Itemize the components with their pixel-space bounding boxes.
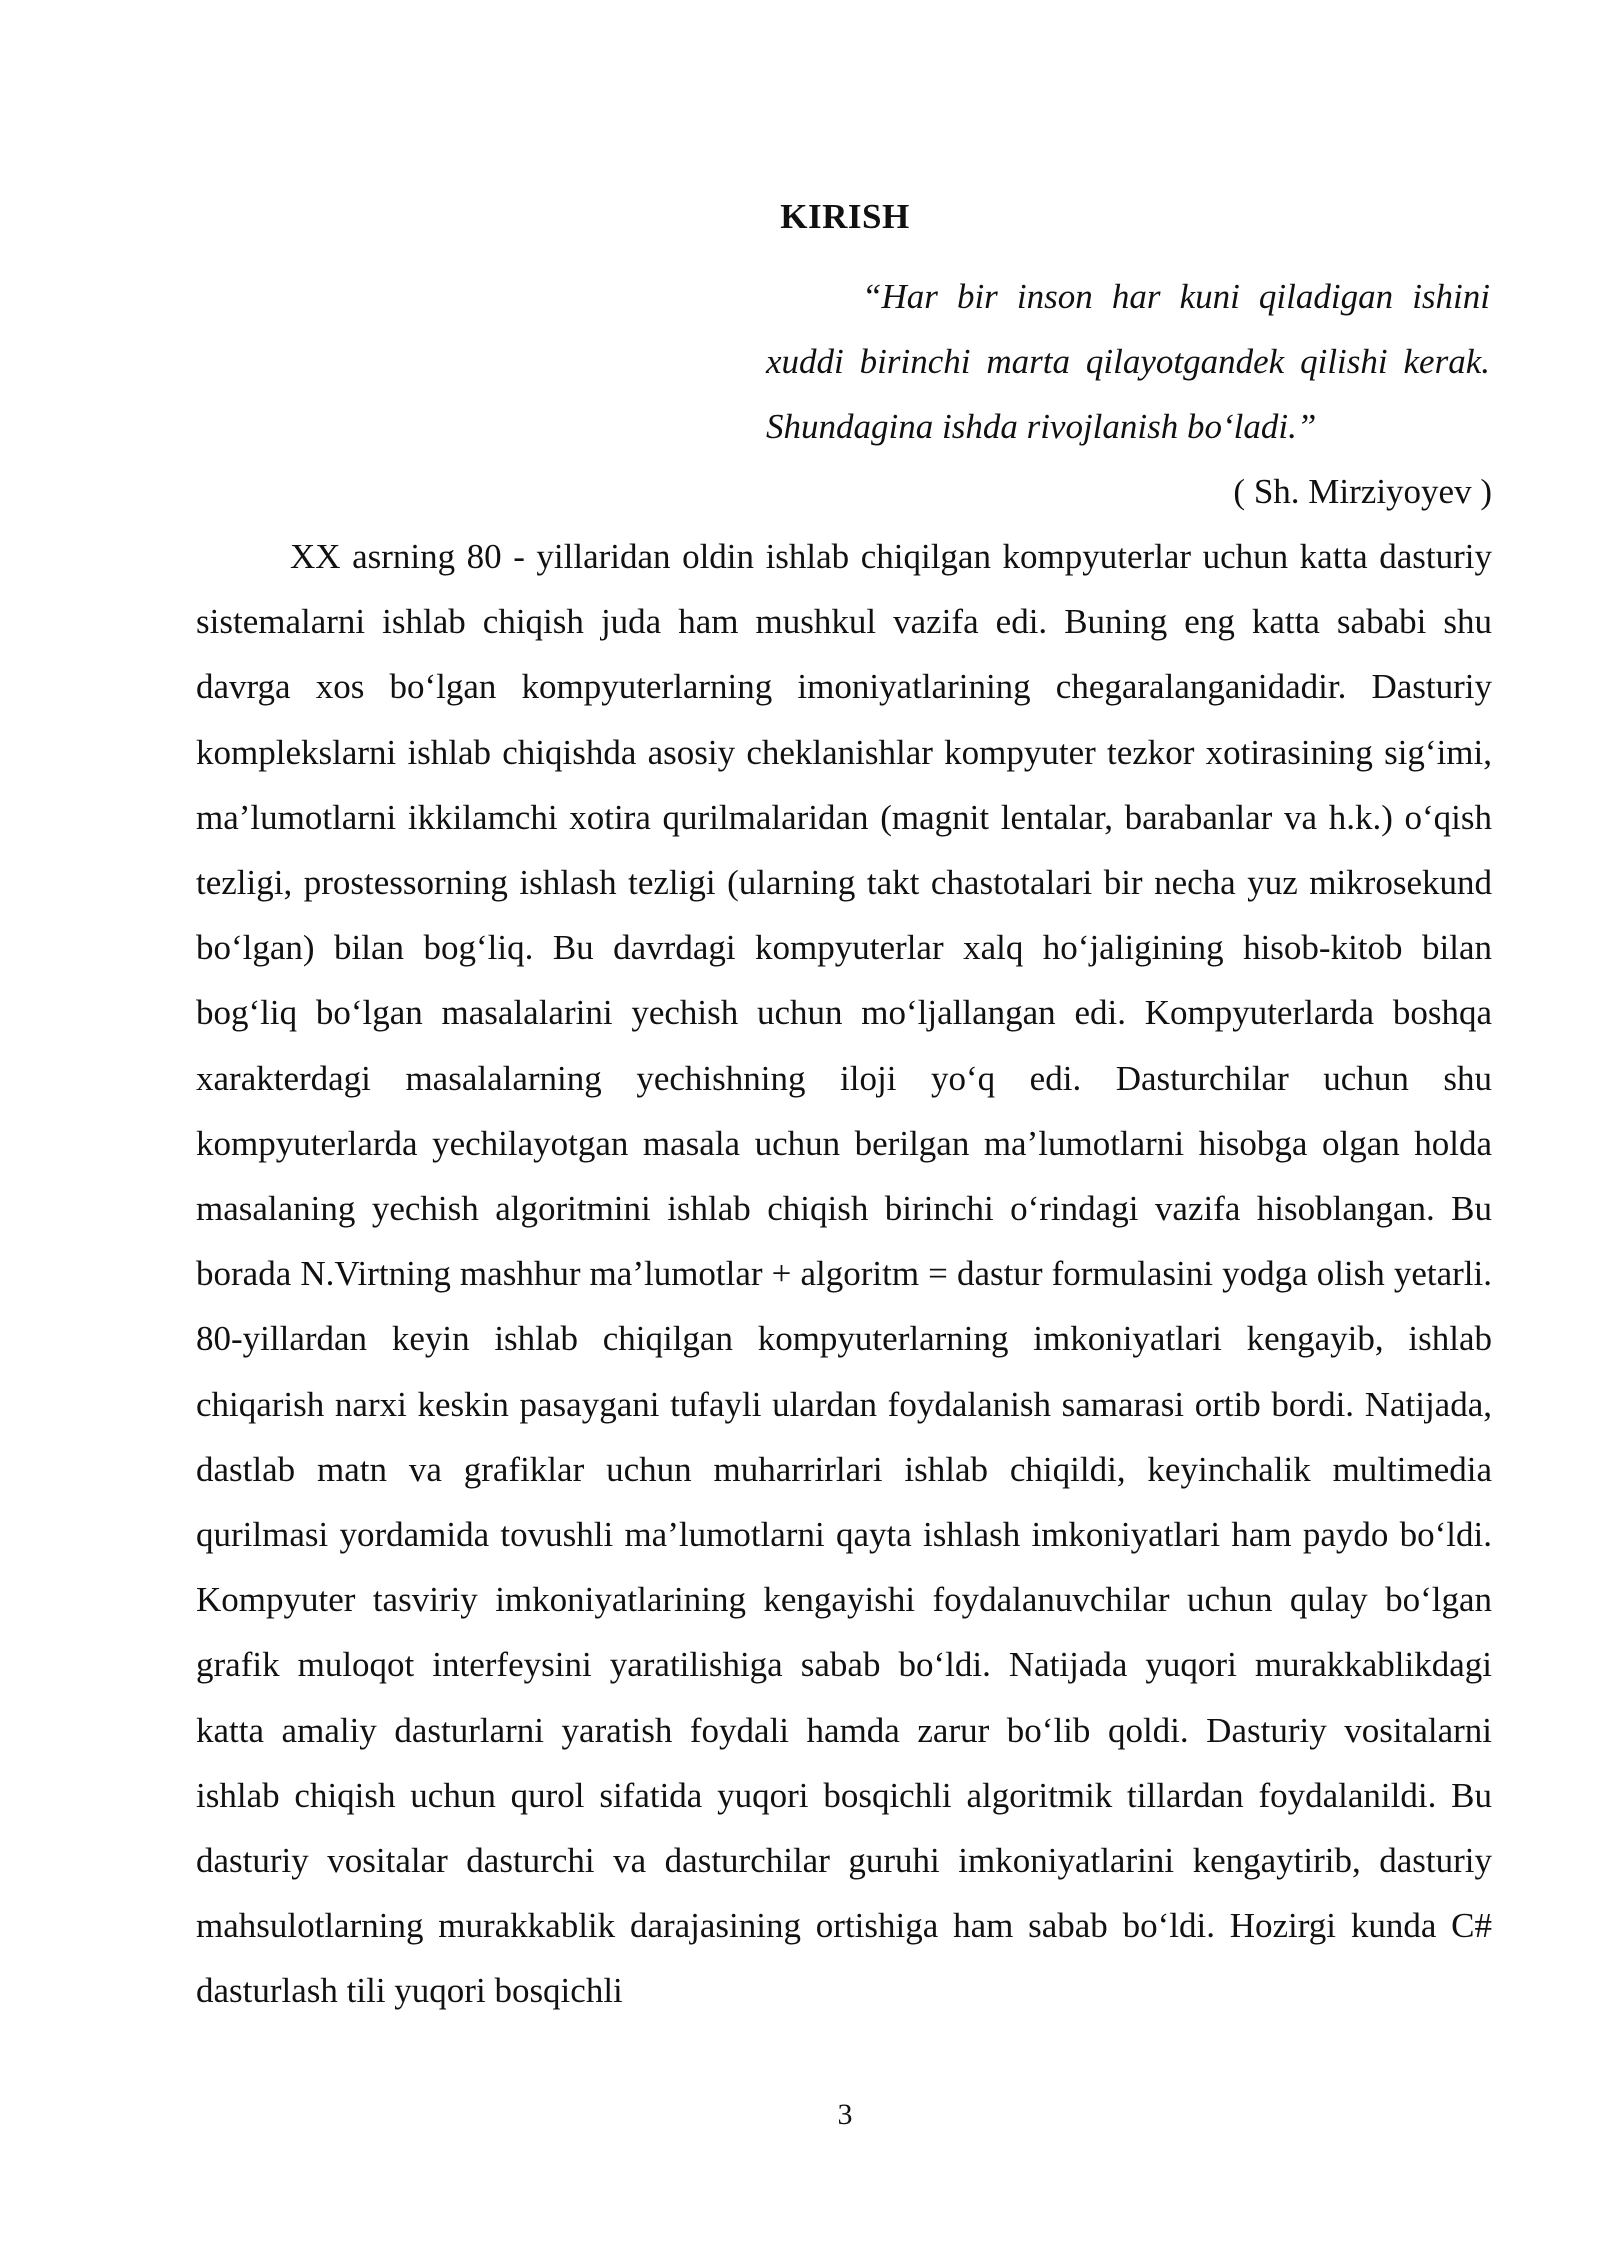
epigraph-author: ( Sh. Mirziyoyev ) [1233,472,1492,511]
epigraph-quote: “Har bir inson har kuni qiladigan ishini xuddi birinchi marta qilayotgandek qilishi kerak. Shundagina ishda rivojlanish bo‘ladi.” [766,277,1490,446]
section-title: KIRISH [780,197,910,236]
body-paragraph: XX asrning 80 - yillaridan oldin ishlab chiqilgan kompyuterlar uchun katta dasturiy sistemalarni ishlab chiqish juda ham mushkul vazifa edi. Buning eng katta sababi shu davrga xos bo‘lgan kompyuterlarning imoniyatlarining chegaralanganidadir. Dasturiy komplekslarni ishlab chiqishda asosiy cheklanishlar kompyuter tezkor xotirasining sig‘imi, ma’lumotlarni ikkilamchi xotira qurilmalaridan (magnit lentalar, barabanlar va h.k.) o‘qish tezligi, prostessorning ishlash tezligi (ularning takt chastotalari bir necha yuz mikrosekund bo‘lgan) bilan bog‘liq. Bu davrdagi kompyuterlar xalq ho‘jaligining hisob-kitob bilan bog‘liq bo‘lgan masalalarini yechish uchun mo‘ljallangan edi. Kompyuterlarda boshqa xarakterdagi masalalarning yechishning iloji yo‘q edi. Dasturchilar uchun shu kompyuterlarda yechilayotgan masala uchun berilgan ma’lumotlarni hisobga olgan holda masalaning yechish algoritmini ishlab chiqish birinchi o‘rindagi vazifa hisoblangan. Bu borada N.Virtning mashhur ma’lumotlar + algoritm = dastur formulasini yodga olish yetarli. 80-yillardan keyin ishlab chiqilgan kompyuterlarning imkoniyatlari kengayib, ishlab chiqarish narxi keskin pasaygani tufayli ulardan foydalanish samarasi ortib bordi. Natijada, dastlab matn va grafiklar uchun muharrirlari ishlab chiqildi, keyinchalik multimedia qurilmasi yordamida tovushli ma’lumotlarni qayta ishlash imkoniyatlari ham paydo bo‘ldi. Kompyuter tasviriy imkoniyatlarining kengayishi foydalanuvchilar uchun qulay bo‘lgan grafik muloqot interfeysini yaratilishiga sabab bo‘ldi. Natijada yuqori murakkablikdagi katta amaliy dasturlarni yaratish foydali hamda zarur bo‘lib qoldi. Dasturiy vositalarni ishlab chiqish uchun qurol sifatida yuqori bosqichli algoritmik tillardan foydalanildi. Bu dasturiy vositalar dasturchi va dasturchilar guruhi imkoniyatlarini kengaytirib, dasturiy mahsulotlarning murakkablik darajasining ortishiga ham sabab bo‘ldi. Hozirgi kunda C# dasturlash tili yuqori bosqichli [196,537,1492,2011]
page-number: 3 [837,2098,853,2131]
